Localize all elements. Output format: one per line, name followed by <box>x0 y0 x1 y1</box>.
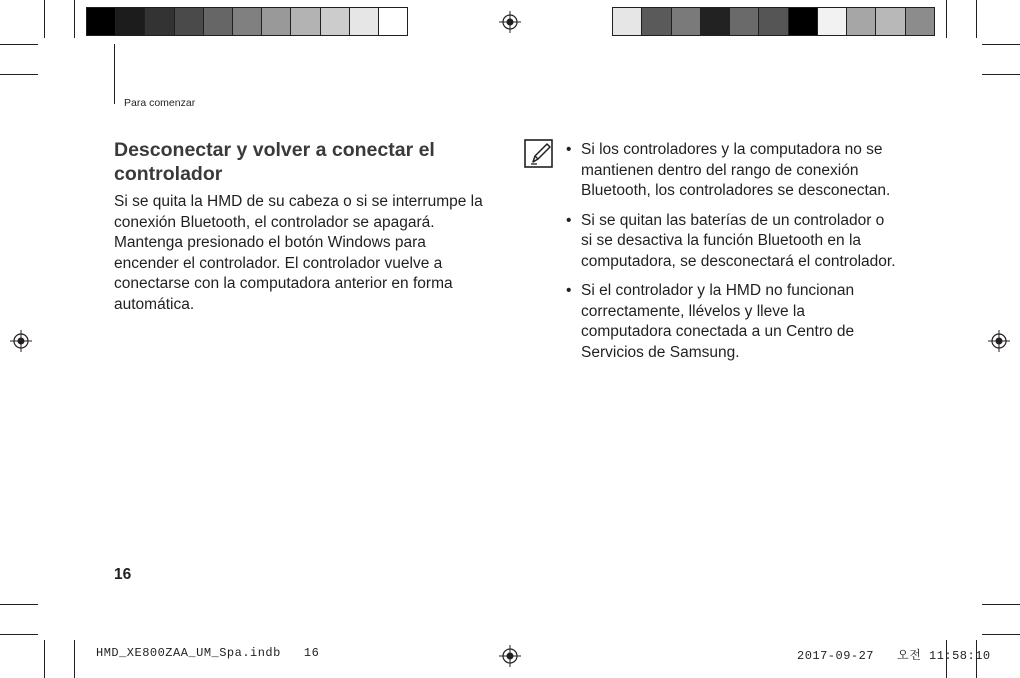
color-swatch <box>906 8 934 35</box>
registration-mark-icon <box>10 330 32 352</box>
list-item <box>566 211 896 273</box>
note-text: Si el controlador y la HMD no funcionan correctamente, llévelos y lleve la computadora conectada a un Centro de Servicios de Samsung. <box>581 282 855 361</box>
note-pencil-icon <box>523 137 555 169</box>
color-swatch <box>847 8 876 35</box>
crop-mark <box>982 74 1020 75</box>
running-head: Para comenzar <box>124 97 196 109</box>
crop-mark <box>982 604 1020 605</box>
list-item <box>566 281 896 363</box>
registration-mark-icon <box>988 330 1010 352</box>
crop-mark <box>982 634 1020 635</box>
color-swatch <box>116 8 145 35</box>
color-swatch <box>613 8 642 35</box>
crop-mark <box>0 74 38 75</box>
color-swatch <box>730 8 759 35</box>
color-swatch <box>759 8 788 35</box>
color-swatch <box>379 8 407 35</box>
crop-mark <box>0 634 38 635</box>
color-swatch <box>672 8 701 35</box>
color-swatch <box>818 8 847 35</box>
crop-mark <box>44 0 45 38</box>
color-swatch <box>262 8 291 35</box>
crop-mark <box>0 44 38 45</box>
color-bar-left <box>86 7 408 36</box>
section-body: Si se quita la HMD de su cabeza o si se interrumpe la conexión Bluetooth, el controlador se apagará. Mantenga presionado el botón Windows para encender el controlador. El controlador vuelve a conectarse con la computadora anterior en forma automática. <box>114 193 483 313</box>
registration-mark-icon <box>499 11 521 33</box>
note-text: Si se quitan las baterías de un controlador o si se desactiva la función Bluetooth en la computadora, se desconectará el controlador. <box>581 211 896 270</box>
color-swatch <box>642 8 671 35</box>
list-item <box>566 140 896 202</box>
section-title: Desconectar y volver a conectar el controlador <box>114 139 435 185</box>
crop-mark <box>74 640 75 678</box>
crop-mark <box>946 0 947 38</box>
crop-mark <box>74 0 75 38</box>
color-swatch <box>350 8 379 35</box>
bullet-marker: • <box>566 211 572 229</box>
color-swatch <box>321 8 350 35</box>
color-swatch <box>145 8 174 35</box>
crop-mark <box>982 44 1020 45</box>
color-swatch <box>175 8 204 35</box>
note-text: Si los controladores y la computadora no se mantienen dentro del rango de conexión Bluetooth, los controladores se desconectan. <box>581 141 891 199</box>
color-swatch <box>291 8 320 35</box>
color-swatch <box>233 8 262 35</box>
note-list <box>566 140 896 372</box>
crop-mark <box>44 640 45 678</box>
print-file-label: HMD_XE800ZAA_UM_Spa.indb 16 <box>96 646 320 660</box>
color-swatch <box>701 8 730 35</box>
bullet-marker: • <box>566 141 572 158</box>
registration-mark-icon <box>499 645 521 667</box>
color-swatch <box>87 8 116 35</box>
color-swatch <box>876 8 905 35</box>
header-rule <box>114 44 115 104</box>
bullet-marker: • <box>566 282 572 299</box>
color-swatch <box>204 8 233 35</box>
color-swatch <box>789 8 818 35</box>
color-bar-right <box>612 7 935 36</box>
crop-mark <box>0 604 38 605</box>
page-number: 16 <box>114 566 132 583</box>
crop-mark <box>976 0 977 38</box>
print-date-label: 2017-09-27 오전 11:58:10 <box>797 649 991 663</box>
